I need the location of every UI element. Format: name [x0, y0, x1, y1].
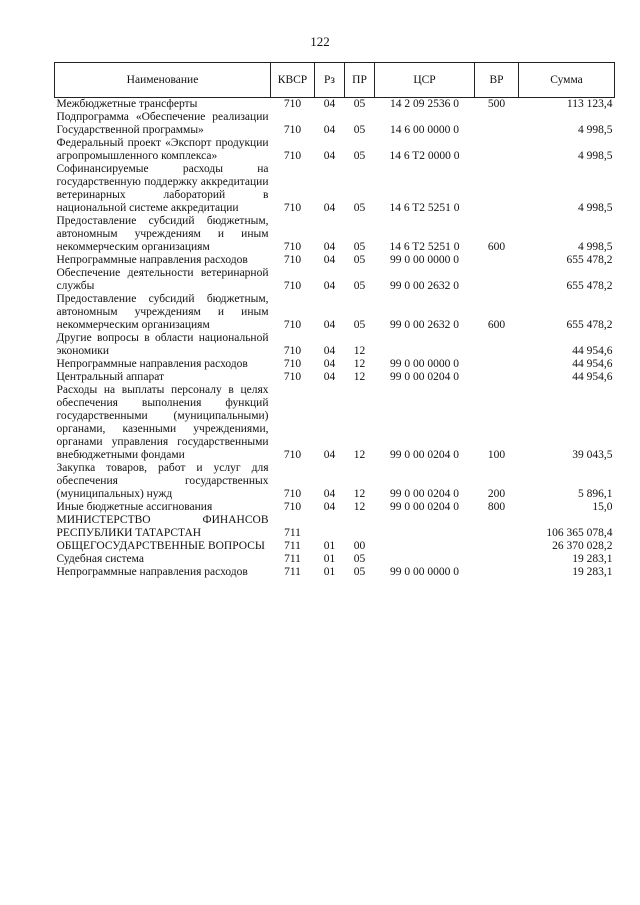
cell-sum: 4 998,5: [578, 241, 613, 253]
header-vr: ВР: [475, 63, 519, 98]
table-row: [55, 163, 615, 215]
cell-rz: 01: [323, 540, 336, 552]
cell-rz: 04: [323, 345, 336, 357]
cell-name: Обеспечение деятельности ветеринарной службы: [56, 267, 269, 292]
cell-kvsr: 710: [283, 449, 302, 461]
table-row: [55, 566, 615, 579]
cell-rz: 01: [323, 566, 336, 578]
table-row: [55, 384, 615, 462]
cell-name: Иные бюджетные ассигнования: [56, 501, 213, 513]
table-row: [55, 358, 615, 371]
cell-kvsr: 710: [283, 345, 302, 357]
cell-sum: 44 954,6: [572, 358, 613, 370]
cell-rz: 01: [323, 553, 336, 565]
cell-name: Расходы на выплаты персоналу в целях обеспечения выполнения функций государственными (муниципальными) органами, казенными учреждениями, органами управления государственными внебюджетными фондами: [56, 384, 269, 461]
table-row: [55, 462, 615, 501]
header-sum: Сумма: [519, 63, 615, 98]
cell-csr: 99 0 00 0204 0: [390, 449, 459, 461]
cell-vr: 600: [487, 319, 506, 331]
cell-sum: 19 283,1: [572, 566, 613, 578]
cell-rz: 04: [323, 449, 336, 461]
cell-pr: 12: [353, 501, 366, 513]
cell-kvsr: 711: [284, 540, 301, 552]
cell-name: Судебная система: [56, 553, 144, 565]
cell-pr: 05: [353, 280, 366, 292]
cell-kvsr: 710: [283, 358, 302, 370]
table-row: [55, 540, 615, 553]
cell-kvsr: 710: [283, 241, 302, 253]
cell-kvsr: 710: [283, 319, 302, 331]
cell-csr: 99 0 00 0000 0: [390, 566, 459, 578]
cell-kvsr: 710: [283, 124, 302, 136]
cell-kvsr: 711: [284, 553, 301, 565]
cell-vr: [475, 254, 519, 267]
table-row: [55, 553, 615, 566]
cell-vr: [475, 267, 519, 293]
table-row: [55, 501, 615, 514]
cell-sum: 5 896,1: [578, 488, 613, 500]
cell-name: Предоставление субсидий бюджетным, автономным учреждениям и иным некоммерческим организациям: [56, 215, 269, 253]
cell-csr: 14 6 T2 5251 0: [389, 202, 460, 214]
table-row: [55, 371, 615, 384]
cell-sum: 4 998,5: [578, 202, 613, 214]
cell-csr: 14 6 T2 5251 0: [389, 241, 460, 253]
cell-vr: [475, 332, 519, 358]
cell-kvsr: 710: [283, 150, 302, 162]
cell-pr: 05: [353, 241, 366, 253]
cell-kvsr: 710: [283, 254, 302, 266]
cell-sum: 655 478,2: [566, 280, 613, 292]
cell-csr: [375, 553, 475, 566]
cell-kvsr: 710: [283, 488, 302, 500]
cell-pr: 00: [353, 540, 366, 552]
cell-sum: 655 478,2: [566, 254, 613, 266]
cell-sum: 655 478,2: [566, 319, 613, 331]
cell-pr: [345, 514, 375, 540]
cell-csr: [375, 332, 475, 358]
cell-vr: [475, 137, 519, 163]
cell-name: Центральный аппарат: [56, 371, 165, 383]
cell-name: Непрограммные направления расходов: [56, 358, 248, 370]
cell-rz: 04: [323, 241, 336, 253]
cell-pr: 05: [353, 553, 366, 565]
cell-csr: 99 0 00 0000 0: [390, 254, 459, 266]
cell-name: Предоставление субсидий бюджетным, автономным учреждениям и иным некоммерческим организациям: [56, 293, 269, 331]
cell-csr: 99 0 00 0204 0: [390, 501, 459, 513]
table-row: [55, 254, 615, 267]
cell-rz: 04: [323, 124, 336, 136]
cell-csr: 99 0 00 0204 0: [390, 488, 459, 500]
cell-pr: 05: [353, 566, 366, 578]
cell-name: Межбюджетные трансферты: [56, 98, 198, 110]
cell-rz: 04: [323, 280, 336, 292]
cell-vr: [475, 358, 519, 371]
table-row: [55, 267, 615, 293]
cell-name: Софинансируемые расходы на государственную поддержку аккредитации ветеринарных лабораторий в национальной системе аккредитации: [56, 163, 269, 214]
cell-rz: 04: [323, 254, 336, 266]
cell-sum: 44 954,6: [572, 345, 613, 357]
cell-pr: 05: [353, 124, 366, 136]
cell-vr: 200: [487, 488, 506, 500]
table-row: [55, 137, 615, 163]
cell-sum: 4 998,5: [578, 150, 613, 162]
cell-pr: 12: [353, 449, 366, 461]
cell-name: Подпрограмма «Обеспечение реализации Государственной программы»: [56, 111, 269, 136]
cell-kvsr: 710: [283, 202, 302, 214]
table-row: [55, 293, 615, 332]
cell-vr: 500: [487, 98, 506, 110]
header-pr: ПР: [345, 63, 375, 98]
cell-csr: 14 6 T2 0000 0: [389, 150, 460, 162]
cell-rz: 04: [323, 150, 336, 162]
cell-kvsr: 711: [284, 566, 301, 578]
cell-kvsr: 710: [283, 98, 302, 110]
header-row: [55, 63, 615, 98]
cell-name: Закупка товаров, работ и услуг для обеспечения государственных (муниципальных) нужд: [56, 462, 269, 500]
cell-pr: 05: [353, 150, 366, 162]
cell-sum: 44 954,6: [572, 371, 613, 383]
cell-vr: [475, 111, 519, 137]
cell-pr: 12: [353, 488, 366, 500]
cell-sum: 113 123,4: [566, 98, 613, 110]
table-row: [55, 111, 615, 137]
cell-pr: 12: [353, 358, 366, 370]
header-csr: ЦСР: [375, 63, 475, 98]
cell-pr: 05: [353, 98, 366, 110]
cell-name: Федеральный проект «Экспорт продукции агропромышленного комплекса»: [56, 137, 269, 162]
cell-csr: 99 0 00 0000 0: [390, 358, 459, 370]
cell-sum: 4 998,5: [578, 124, 613, 136]
cell-vr: [475, 553, 519, 566]
cell-name: ОБЩЕГОСУДАРСТВЕННЫЕ ВОПРОСЫ: [56, 540, 265, 552]
cell-csr: 14 2 09 2536 0: [390, 98, 459, 110]
cell-pr: 05: [353, 319, 366, 331]
header-name: Наименование: [55, 63, 271, 98]
cell-csr: [375, 540, 475, 553]
cell-vr: 100: [487, 449, 506, 461]
table-row: [55, 98, 615, 112]
cell-name: МИНИСТЕРСТВО ФИНАНСОВ РЕСПУБЛИКИ ТАТАРСТАН: [56, 514, 269, 539]
cell-rz: [315, 514, 345, 540]
cell-kvsr: 710: [283, 501, 302, 513]
table-row: [55, 332, 615, 358]
cell-sum: 19 283,1: [572, 553, 613, 565]
cell-sum: 39 043,5: [572, 449, 613, 461]
header-rz: Рз: [315, 63, 345, 98]
cell-csr: 14 6 00 0000 0: [390, 124, 459, 136]
cell-vr: [475, 163, 519, 215]
cell-kvsr: 710: [283, 371, 302, 383]
cell-name: Непрограммные направления расходов: [56, 566, 248, 578]
cell-vr: 800: [487, 501, 506, 513]
cell-csr: 99 0 00 2632 0: [390, 280, 459, 292]
budget-table: [54, 62, 615, 579]
cell-vr: [475, 371, 519, 384]
cell-sum: 15,0: [592, 501, 613, 513]
cell-pr: 12: [353, 371, 366, 383]
cell-name: Другие вопросы в области национальной экономики: [56, 332, 269, 357]
cell-pr: 05: [353, 202, 366, 214]
cell-vr: [475, 540, 519, 553]
cell-csr: 99 0 00 0204 0: [390, 371, 459, 383]
cell-pr: 12: [353, 345, 366, 357]
cell-vr: [475, 514, 519, 540]
cell-rz: 04: [323, 358, 336, 370]
cell-sum: 26 370 028,2: [552, 540, 613, 552]
cell-name: Непрограммные направления расходов: [56, 254, 248, 266]
cell-sum: 106 365 078,4: [546, 527, 613, 539]
cell-pr: 05: [353, 254, 366, 266]
cell-vr: [475, 566, 519, 579]
header-kvsr: КВСР: [271, 63, 315, 98]
page-number: 122: [310, 34, 330, 49]
cell-rz: 04: [323, 202, 336, 214]
cell-rz: 04: [323, 488, 336, 500]
cell-rz: 04: [323, 319, 336, 331]
table-row: [55, 514, 615, 540]
cell-csr: [375, 514, 475, 540]
cell-rz: 04: [323, 501, 336, 513]
cell-kvsr: 711: [284, 527, 301, 539]
cell-rz: 04: [323, 371, 336, 383]
table-row: [55, 215, 615, 254]
cell-vr: 600: [487, 241, 506, 253]
cell-rz: 04: [323, 98, 336, 110]
cell-csr: 99 0 00 2632 0: [390, 319, 459, 331]
cell-kvsr: 710: [283, 280, 302, 292]
